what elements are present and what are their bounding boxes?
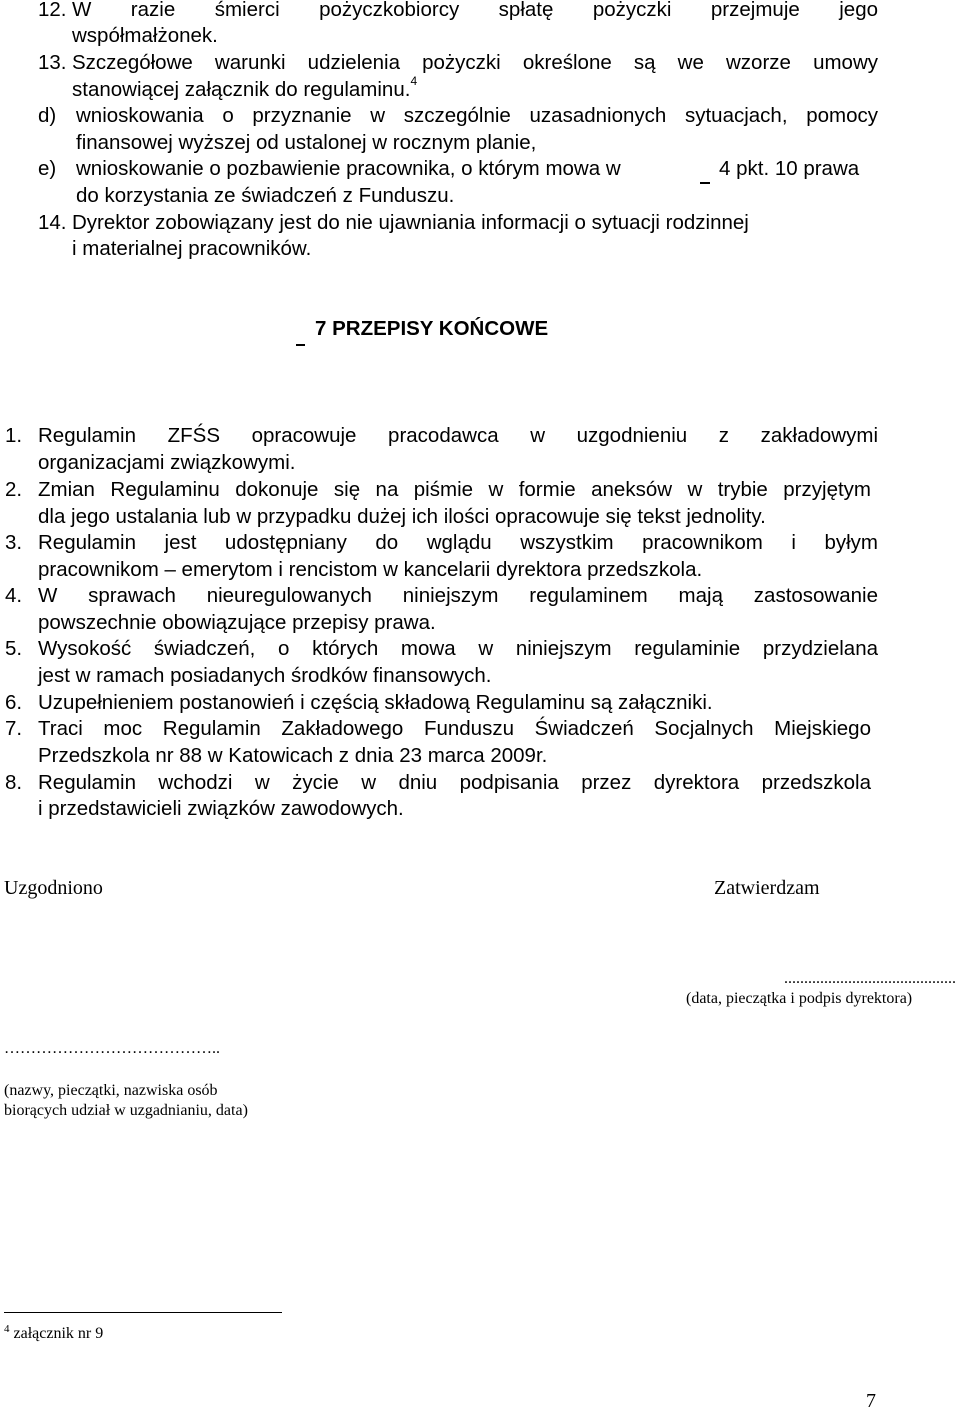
item-text-line: W razie śmierci pożyczkobiorcy spłatę pożyczki przejmuje jego [72,0,878,21]
page-number: 7 [866,1390,876,1412]
consultation-caption-line: (nazwy, pieczątki, nazwiska osób [4,1082,218,1099]
item-text-line: Traci moc Regulamin Zakładowego Funduszu Świadczeń Socjalnych Miejskiego [38,717,871,740]
item-text-line: finansowej wyższej od ustalonej w rocznym planie, [76,131,537,154]
item-text-line: do korzystania ze świadczeń z Funduszu. [76,184,455,207]
approval-right-label: Zatwierdzam [714,877,820,899]
item-text-line: stanowiącej załącznik do regulaminu.$^4$ [72,74,418,101]
item-text-line: i materialnej pracowników. [72,237,312,260]
footnote-separator [4,1312,282,1313]
item-text-line: Regulamin ZFŚS opracowuje pracodawca w uzgodnieniu z zakładowymi [38,424,878,447]
item-text-line: organizacjami związkowymi. [38,451,296,474]
approval-left-label: Uzgodniono [4,877,103,899]
item-number: 3. [5,531,23,554]
director-signature-caption: (data, pieczątka i podpis dyrektora) [686,990,913,1007]
item-text-line: jest w ramach posiadanych środków finansowych. [38,664,492,687]
item-text-line: wnioskowanie o pozbawienie pracownika, o którym mowa w [76,157,621,180]
item-number: 2. [5,478,23,501]
item-number: 8. [5,771,23,794]
item-text-line: Regulamin wchodzi w życie w dniu podpisania przez dyrektora przedszkola [38,771,871,794]
item-text-line: dla jego ustalania lub w przypadku dużej ich ilości opracowuje się tekst jednolity. [38,505,766,528]
item-text-line: Wysokość świadczeń, o których mowa w niniejszym regulaminie przydzielana [38,637,878,660]
section-sign-mark [700,160,710,184]
item-text-line: W sprawach nieuregulowanych niniejszym regulaminem mają zastosowanie [38,584,878,607]
item-text-line: Dyrektor zobowiązany jest do nie ujawniania informacji o sytuacji rodzinnej [72,211,749,234]
item-text-line: Przedszkola nr 88 w Katowicach z dnia 23 marca 2009r. [38,744,548,767]
subitem-label: d) [38,104,57,127]
item-text-line: 4 pkt. 10 prawa [719,157,860,180]
footnote-text: załącznik nr 9 [13,1325,104,1342]
item-text-line: współmałżonek. [72,24,218,47]
item-text-line: Regulamin jest udostępniany do wglądu wszystkim pracownikom i byłym [38,531,878,554]
item-text-line: Szczegółowe warunki udzielenia pożyczki określone są we wzorze umowy [72,51,878,74]
footnote-ref: 4 [410,74,418,88]
item-text-line: powszechnie obowiązujące przepisy prawa. [38,611,436,634]
footnote [4,1325,103,1343]
section-sign-mark [296,322,305,346]
item-text-line: Uzupełnieniem postanowień i częścią składową Regulaminu są załączniki. [38,691,713,714]
signature-dots: ........................................... [784,970,956,987]
item-number: 13. [38,51,67,74]
footnote-number: 4 [4,1323,10,1335]
item-number: 1. [5,424,23,447]
consultation-caption-line: biorących udział w uzgadnianiu, data) [4,1102,248,1119]
item-number: 5. [5,637,23,660]
item-number: 4. [5,584,23,607]
item-number: 12. [38,0,67,21]
signature-dots: ………………………………….. [4,1040,220,1057]
item-number: 6. [5,691,23,714]
subitem-label: e) [38,157,57,180]
item-text-line: wnioskowania o przyznanie w szczególnie uzasadnionych sytuacjach, pomocy [76,104,878,127]
item-number: 7. [5,717,23,740]
item-text-line: Zmian Regulaminu dokonuje się na piśmie w formie aneksów w trybie przyjętym [38,478,871,501]
item-number: 14. [38,211,67,234]
item-text-line: pracownikom – emerytom i rencistom w kancelarii dyrektora przedszkola. [38,558,703,581]
item-text-line: i przedstawicieli związków zawodowych. [38,797,404,820]
section-heading: 7 PRZEPISY KOŃCOWE [315,317,549,340]
